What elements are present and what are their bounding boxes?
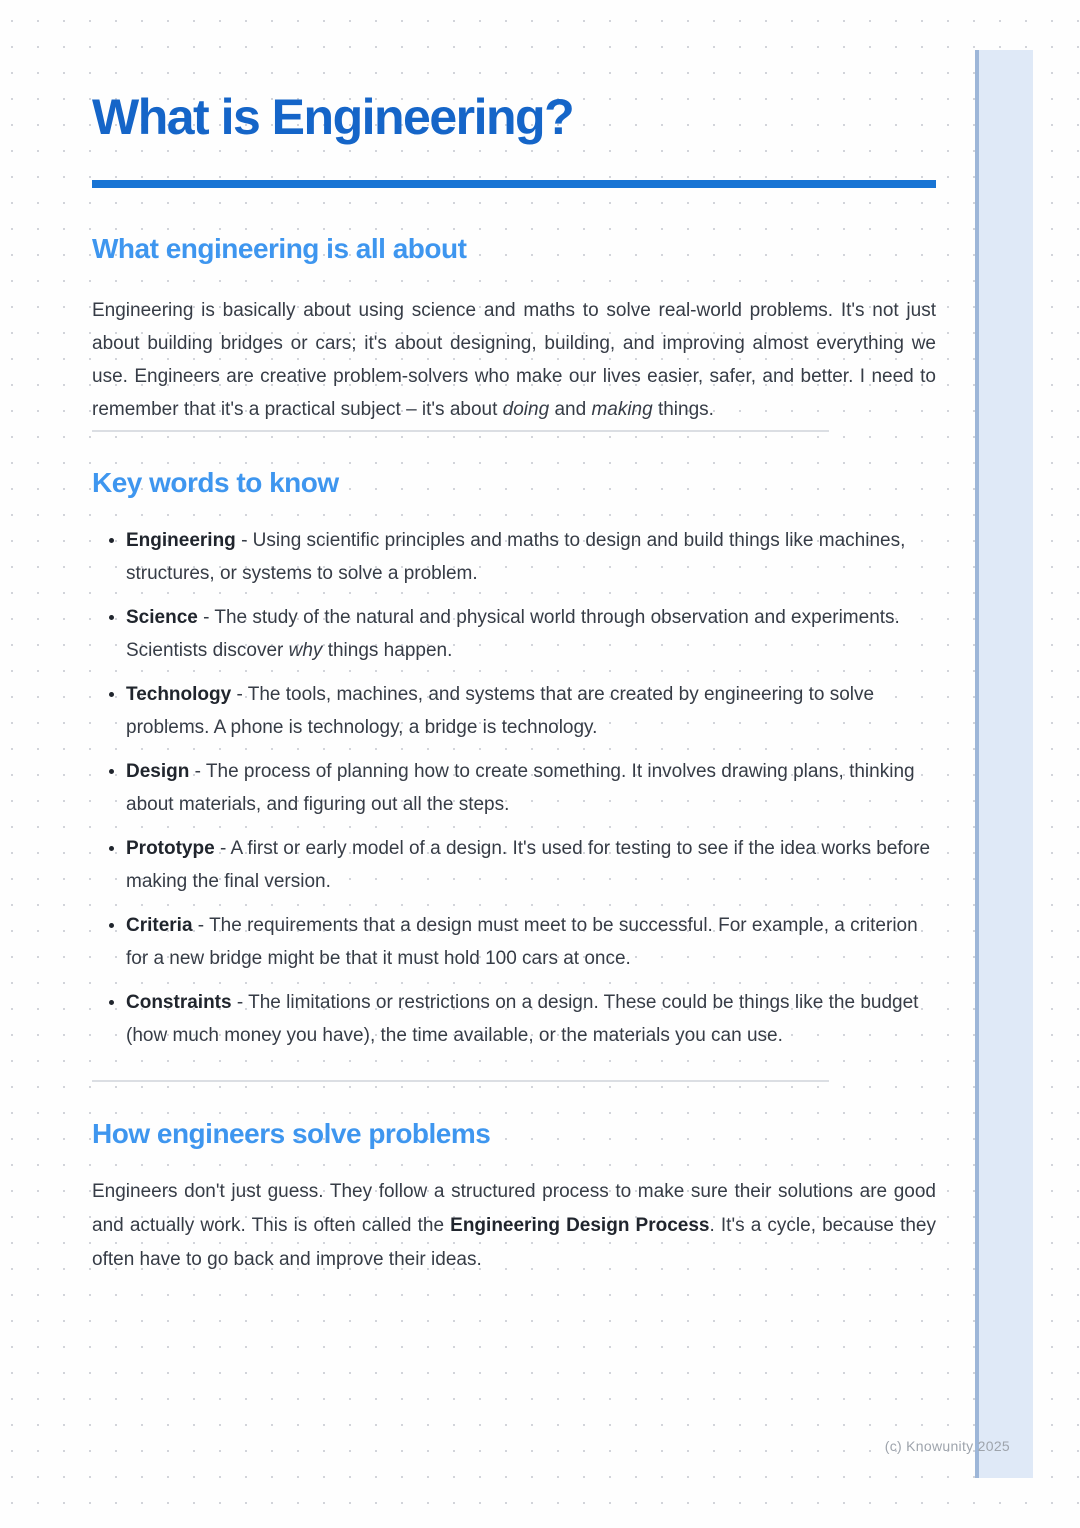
keyword-list (92, 524, 936, 1052)
text-segment: why (288, 640, 323, 661)
section-heading: How engineers solve problems (92, 1118, 491, 1149)
list-item (126, 909, 936, 975)
list-item (126, 832, 936, 898)
text-segment: and (549, 399, 592, 420)
text-segment: - The limitations or restrictions on a design. These could be things like the budget (how much money you have), the time available, or the materials you can use. (126, 992, 919, 1046)
text-segment: doing (502, 399, 550, 420)
text-segment: - The requirements that a design must meet to be successful. For example, a criterion for a new bridge might be that it must hold 100 cars at once. (126, 915, 918, 969)
text-segment: Engineering Design Process (450, 1215, 710, 1236)
list-item (126, 986, 936, 1052)
text-segment: . It's a cycle, because they often have to go back and improve their ideas. (92, 1215, 936, 1270)
text-segment: Technology (126, 684, 232, 705)
text-segment: Engineers don't just guess. They follow a structured process to make sure their solutions are good and actually work. This is often called the (92, 1181, 936, 1236)
text-segment: Design (126, 761, 190, 782)
text-segment: Prototype (126, 838, 215, 859)
text-segment: making (591, 399, 653, 420)
text-segment: things happen. (322, 640, 453, 661)
text-segment: - The study of the natural and physical world through observation and experiments. Scientists discover (126, 607, 900, 661)
list-item (126, 601, 936, 667)
section-how-engineers-solve-problems (92, 1116, 936, 1277)
paragraph (92, 294, 936, 426)
text-segment: - The tools, machines, and systems that are created by engineering to solve problems. A phone is technology, a bridge is technology. (126, 684, 875, 738)
list-item (126, 678, 936, 744)
text-segment: Criteria (126, 915, 193, 936)
section-key-words-to-know (92, 465, 936, 1052)
page-title: What is Engineering? (92, 89, 574, 145)
text-segment: things. (652, 399, 714, 420)
text-segment: Engineering (126, 530, 236, 551)
content (92, 0, 936, 1277)
text-segment: - A first or early model of a design. It's used for testing to see if the idea works before making the final version. (126, 838, 931, 892)
list-item (126, 524, 936, 590)
section-heading: What engineering is all about (92, 233, 467, 264)
text-segment: - Using scientific principles and maths to design and build things like machines, structures, or systems to solve a problem. (126, 530, 906, 584)
section-divider (92, 1080, 829, 1082)
section-divider (92, 430, 829, 432)
text-segment: - The process of planning how to create something. It involves drawing plans, thinking about materials, and figuring out all the steps. (126, 761, 915, 815)
list-item (126, 755, 936, 821)
text-segment: Engineering is basically about using science and maths to solve real-world problems. It's not just about building bridges or cars; it's about designing, building, and improving almost everything we use. Engineers are creative problem-solvers who make our lives easier, safer, and better. I need to remember that it's a practical subject – it's about (92, 300, 936, 420)
watermark: (c) Knowunity 2025 (884, 1438, 1010, 1454)
text-segment: Constraints (126, 992, 232, 1013)
title-rule (92, 180, 936, 188)
section-heading: Key words to know (92, 467, 339, 498)
text-segment: Science (126, 607, 198, 628)
margin-stripe (975, 50, 1033, 1478)
paragraph (92, 1175, 936, 1277)
section-what-engineering-is-all-about (92, 231, 936, 426)
